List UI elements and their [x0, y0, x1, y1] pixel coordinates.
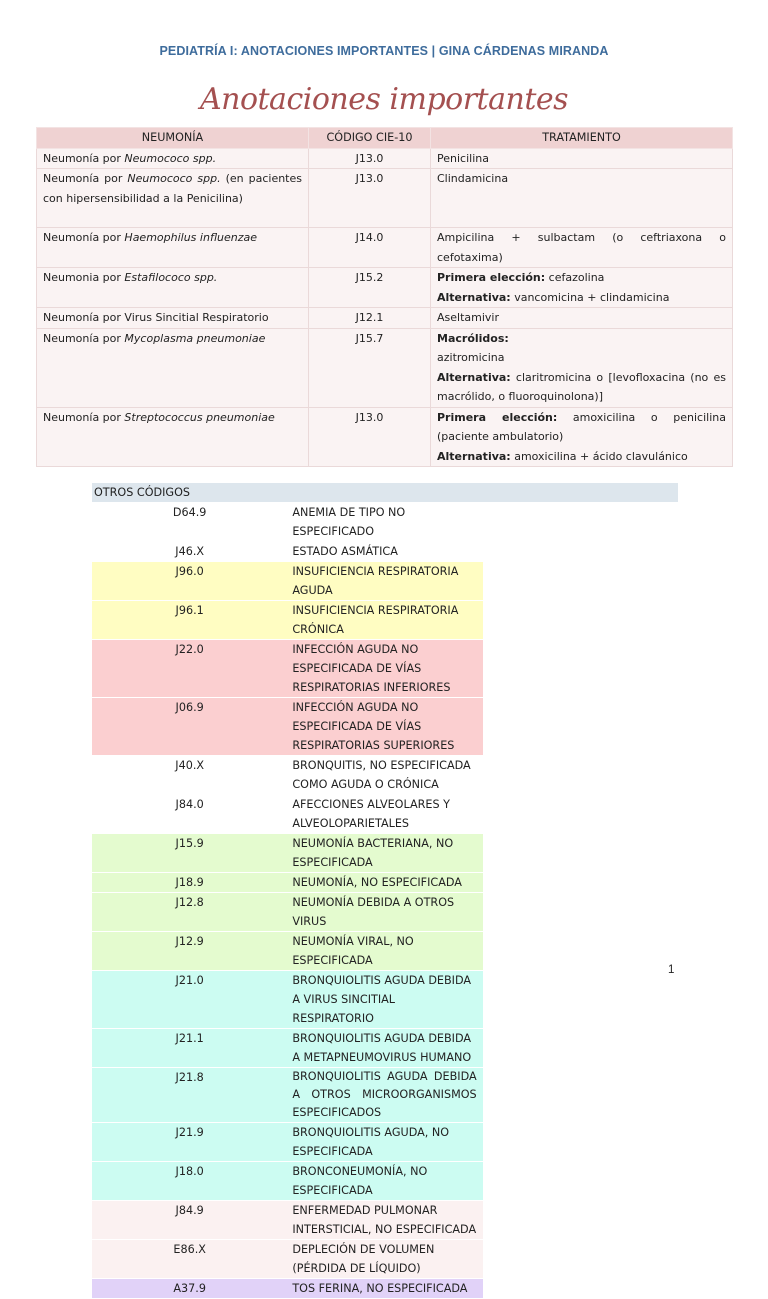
cie10-code-cell: J13.0 [309, 407, 431, 467]
treatment-label: Alternativa: [437, 370, 511, 384]
page-title: Anotaciones importantes [199, 82, 569, 117]
code-cell: J12.8 [92, 893, 287, 932]
diagnosis-text: Neumonía por [43, 410, 125, 424]
code-row-spacer [483, 1068, 678, 1123]
code-cell: J18.0 [92, 1162, 287, 1201]
diagnosis-text: (en pacientes con hipersensibilidad a la Penicilina) [43, 172, 302, 205]
diagnosis-text: Neumonía por [43, 172, 128, 185]
treatment-text: amoxicilina + ácido clavulánico [510, 449, 688, 463]
code-cell: J46.X [92, 542, 287, 562]
treatment-line [437, 329, 726, 349]
treatment-text: Aseltamivir [437, 311, 499, 324]
organism-name: Mycoplasma pneumoniae [124, 331, 266, 345]
code-row-spacer [483, 834, 678, 873]
pneumonia-row [37, 407, 733, 467]
code-row [92, 873, 678, 893]
cie10-code-cell: J14.0 [309, 228, 431, 268]
cie10-code-cell: J13.0 [309, 148, 431, 169]
pneumonia-row [37, 148, 733, 169]
treatment-line [437, 228, 726, 267]
treatment-label: Alternativa: [437, 449, 511, 463]
code-cell: A37.9 [92, 1279, 287, 1299]
code-row [92, 640, 678, 698]
treatment-line [437, 368, 726, 407]
code-row-spacer [483, 1201, 678, 1240]
code-row-spacer [483, 1240, 678, 1279]
code-row [92, 971, 678, 1029]
treatment-cell [431, 148, 733, 169]
code-row-spacer [483, 503, 678, 542]
code-cell: J96.1 [92, 601, 287, 640]
cie10-code-cell: J13.0 [309, 169, 431, 228]
code-cell: J21.1 [92, 1029, 287, 1068]
code-row [92, 1123, 678, 1162]
code-cell: J18.9 [92, 873, 287, 893]
treatment-text: vancomicina + clindamicina [510, 290, 670, 304]
diagnosis-text: Neumonía por [43, 331, 125, 345]
code-cell: J21.0 [92, 971, 287, 1029]
diagnosis-text: Neumonia por [43, 271, 125, 284]
code-description: ESTADO ASMÁTICA [287, 542, 482, 562]
pneumonia-table [36, 127, 733, 467]
other-codes-title: OTROS CÓDIGOS [92, 483, 678, 503]
code-row [92, 562, 678, 601]
treatment-label: Alternativa: [437, 290, 511, 304]
treatment-cell [431, 169, 733, 228]
treatment-text: cefazolina [545, 271, 605, 284]
code-description: NEUMONÍA, NO ESPECIFICADA [287, 873, 482, 893]
header-neumonia: NEUMONÍA [37, 128, 309, 149]
code-cell: J21.9 [92, 1123, 287, 1162]
code-description: DEPLECIÓN DE VOLUMEN (PÉRDIDA DE LÍQUIDO) [287, 1240, 482, 1279]
code-description: BRONQUITIS, NO ESPECIFICADA COMO AGUDA O CRÓNICA [287, 756, 482, 795]
code-row [92, 756, 678, 795]
organism-name: Neumococo spp. [127, 172, 221, 185]
diagnosis-cell [37, 148, 309, 169]
treatment-line [437, 348, 726, 368]
treatment-text: azitromicina [437, 351, 505, 364]
code-row [92, 1240, 678, 1279]
treatment-text: claritromicina o [levofloxacina (no es macrólido, o fluoroquinolona)] [437, 370, 726, 403]
diagnosis-cell [37, 328, 309, 407]
cie10-code-cell: J15.7 [309, 328, 431, 407]
treatment-line [437, 268, 726, 288]
treatment-line [437, 408, 726, 447]
diagnosis-text: Neumonía por [43, 231, 125, 244]
pneumonia-table-header-row [37, 128, 733, 149]
code-cell: J84.0 [92, 795, 287, 834]
pneumonia-row [37, 328, 733, 407]
code-cell: E86.X [92, 1240, 287, 1279]
code-description: ANEMIA DE TIPO NO ESPECIFICADO [287, 503, 482, 542]
pneumonia-row [37, 308, 733, 329]
code-description: NEUMONÍA BACTERIANA, NO ESPECIFICADA [287, 834, 482, 873]
treatment-label: Primera elección: [437, 410, 558, 424]
code-row [92, 1162, 678, 1201]
organism-name: Neumococo spp. [124, 151, 217, 165]
code-description: BRONQUIOLITIS AGUDA DEBIDA A VIRUS SINCITIAL RESPIRATORIO [287, 971, 482, 1029]
other-codes-table [92, 483, 678, 1299]
code-description: NEUMONÍA DEBIDA A OTROS VIRUS [287, 893, 482, 932]
diagnosis-cell [37, 228, 309, 268]
code-row [92, 1029, 678, 1068]
code-description: BRONQUIOLITIS AGUDA, NO ESPECIFICADA [287, 1123, 482, 1162]
code-row [92, 795, 678, 834]
treatment-line [437, 149, 726, 169]
code-row-spacer [483, 1123, 678, 1162]
code-row-spacer [483, 756, 678, 795]
code-row-spacer [483, 698, 678, 756]
organism-name: Haemophilus influenzae [124, 231, 258, 244]
code-row [92, 932, 678, 971]
pneumonia-row [37, 169, 733, 228]
code-description: ENFERMEDAD PULMONAR INTERSTICIAL, NO ESPECIFICADA [287, 1201, 482, 1240]
code-cell: D64.9 [92, 503, 287, 542]
diagnosis-cell [37, 169, 309, 228]
code-row-spacer [483, 640, 678, 698]
page-header: PEDIATRÍA I: ANOTACIONES IMPORTANTES | GINA CÁRDENAS MIRANDA [159, 44, 609, 58]
treatment-label: Primera elección: [437, 271, 546, 284]
header-codigo: CÓDIGO CIE-10 [309, 128, 431, 149]
code-row-spacer [483, 795, 678, 834]
code-row-spacer [483, 1162, 678, 1201]
code-row [92, 1279, 678, 1299]
code-description: BRONCONEUMONÍA, NO ESPECIFICADA [287, 1162, 482, 1201]
code-row-spacer [483, 1279, 678, 1299]
code-row [92, 1201, 678, 1240]
diagnosis-text: Neumonía por Virus Sincitial Respiratorio [43, 311, 269, 324]
code-row [92, 601, 678, 640]
code-description: AFECCIONES ALVEOLARES Y ALVEOLOPARIETALES [287, 795, 482, 834]
code-description: INFECCIÓN AGUDA NO ESPECIFICADA DE VÍAS RESPIRATORIAS SUPERIORES [287, 698, 482, 756]
diagnosis-cell [37, 268, 309, 308]
treatment-text: Penicilina [437, 151, 489, 165]
code-description: NEUMONÍA VIRAL, NO ESPECIFICADA [287, 932, 482, 971]
code-cell: J12.9 [92, 932, 287, 971]
organism-name: Streptococcus pneumoniae [124, 410, 275, 424]
treatment-line [437, 169, 726, 189]
treatment-cell [431, 268, 733, 308]
code-row [92, 542, 678, 562]
diagnosis-cell [37, 308, 309, 329]
code-row-spacer [483, 893, 678, 932]
organism-name: Estafilococo spp. [124, 271, 218, 284]
code-row [92, 1068, 678, 1123]
code-cell: J06.9 [92, 698, 287, 756]
treatment-text: Clindamicina [437, 172, 509, 185]
treatment-label: Macrólidos: [437, 331, 509, 345]
treatment-text: amoxicilina o penicilina (paciente ambulatorio) [437, 410, 726, 443]
pneumonia-row [37, 228, 733, 268]
code-row-spacer [483, 873, 678, 893]
code-row-spacer [483, 932, 678, 971]
treatment-cell [431, 228, 733, 268]
code-cell: J84.9 [92, 1201, 287, 1240]
code-description: TOS FERINA, NO ESPECIFICADA [287, 1279, 482, 1299]
code-row-spacer [483, 601, 678, 640]
cie10-code-cell: J15.2 [309, 268, 431, 308]
code-description: BRONQUIOLITIS AGUDA DEBIDA A METAPNEUMOVIRUS HUMANO [287, 1029, 482, 1068]
treatment-line [437, 447, 726, 467]
code-cell: J15.9 [92, 834, 287, 873]
code-row-spacer [483, 562, 678, 601]
code-cell: J96.0 [92, 562, 287, 601]
pneumonia-row [37, 268, 733, 308]
treatment-line [437, 308, 726, 328]
code-cell: J22.0 [92, 640, 287, 698]
code-description: INSUFICIENCIA RESPIRATORIA AGUDA [287, 562, 482, 601]
code-cell: J40.X [92, 756, 287, 795]
code-row [92, 893, 678, 932]
code-description: BRONQUIOLITIS AGUDA DEBIDA A OTROS MICROORGANISMOS ESPECIFICADOS [287, 1068, 482, 1123]
code-row-spacer [483, 542, 678, 562]
code-cell: J21.8 [92, 1068, 287, 1123]
code-row [92, 834, 678, 873]
other-codes-title-row [92, 483, 678, 503]
treatment-cell [431, 407, 733, 467]
diagnosis-text: Neumonía por [43, 151, 125, 165]
page-number: 1 [668, 964, 675, 976]
header-tratamiento: TRATAMIENTO [431, 128, 733, 149]
code-row-spacer [483, 1029, 678, 1068]
code-description: INFECCIÓN AGUDA NO ESPECIFICADA DE VÍAS RESPIRATORIAS INFERIORES [287, 640, 482, 698]
code-description: INSUFICIENCIA RESPIRATORIA CRÓNICA [287, 601, 482, 640]
code-row [92, 698, 678, 756]
cie10-code-cell: J12.1 [309, 308, 431, 329]
treatment-cell [431, 308, 733, 329]
code-row [92, 503, 678, 542]
treatment-text: Ampicilina + sulbactam (o ceftriaxona o cefotaxima) [437, 231, 726, 264]
treatment-cell [431, 328, 733, 407]
treatment-line [437, 288, 726, 308]
diagnosis-cell [37, 407, 309, 467]
code-row-spacer [483, 971, 678, 1029]
